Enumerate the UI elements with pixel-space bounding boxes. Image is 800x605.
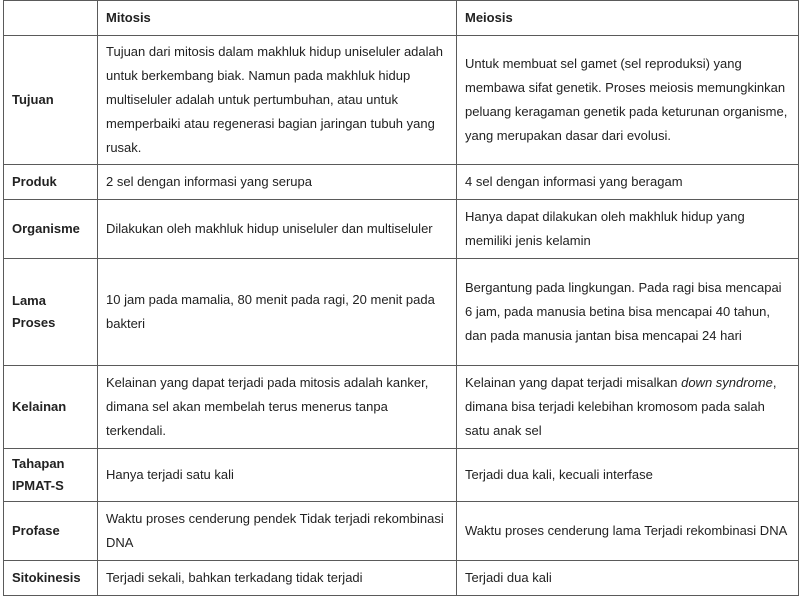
row-label: Tahapan IPMAT-S <box>4 449 98 502</box>
meiosis-text-before: Kelainan yang dapat terjadi misalkan <box>465 375 682 390</box>
header-cell-empty <box>4 1 98 36</box>
mitosis-cell: 2 sel dengan informasi yang serupa <box>98 165 457 200</box>
meiosis-cell: Hanya dapat dilakukan oleh makhluk hidup yang memiliki jenis kelamin <box>457 200 799 259</box>
meiosis-cell <box>457 366 799 449</box>
mitosis-cell: Kelainan yang dapat terjadi pada mitosis adalah kanker, dimana sel akan membelah terus menerus tanpa terkendali. <box>98 366 457 449</box>
table-row <box>4 200 799 259</box>
mitosis-cell: Dilakukan oleh makhluk hidup uniseluler dan multiseluler <box>98 200 457 259</box>
meiosis-cell: Untuk membuat sel gamet (sel reproduksi) yang membawa sifat genetik. Proses meiosis memungkinkan peluang keragaman genetik pada keturunan organisme, yang merupakan dasar dari evolusi. <box>457 36 799 165</box>
row-label: Produk <box>4 165 98 200</box>
table-row <box>4 449 799 502</box>
meiosis-cell: Waktu proses cenderung lama Terjadi rekombinasi DNA <box>457 502 799 561</box>
table-row <box>4 259 799 366</box>
row-label: Organisme <box>4 200 98 259</box>
meiosis-cell: 4 sel dengan informasi yang beragam <box>457 165 799 200</box>
row-label: Kelainan <box>4 366 98 449</box>
table-row <box>4 561 799 596</box>
meiosis-cell: Bergantung pada lingkungan. Pada ragi bisa mencapai 6 jam, pada manusia betina bisa mencapai 40 tahun, dan pada manusia jantan bisa mencapai 24 hari <box>457 259 799 366</box>
meiosis-text-emphasis: down syndrome <box>681 375 773 390</box>
mitosis-cell: Terjadi sekali, bahkan terkadang tidak terjadi <box>98 561 457 596</box>
row-label: Profase <box>4 502 98 561</box>
mitosis-cell: Tujuan dari mitosis dalam makhluk hidup uniseluler adalah untuk berkembang biak. Namun pada makhluk hidup multiseluler adalah untuk pertumbuhan, atau untuk memperbaiki atau regenerasi bagian jaringan tubuh yang rusak. <box>98 36 457 165</box>
mitosis-cell: 10 jam pada mamalia, 80 menit pada ragi, 20 menit pada bakteri <box>98 259 457 366</box>
row-label: Sitokinesis <box>4 561 98 596</box>
meiosis-cell: Terjadi dua kali <box>457 561 799 596</box>
row-label: Tujuan <box>4 36 98 165</box>
meiosis-cell: Terjadi dua kali, kecuali interfase <box>457 449 799 502</box>
table-row <box>4 502 799 561</box>
mitosis-cell: Hanya terjadi satu kali <box>98 449 457 502</box>
header-cell-mitosis: Mitosis <box>98 1 457 36</box>
row-label: Lama Proses <box>4 259 98 366</box>
mitosis-cell: Waktu proses cenderung pendek Tidak terjadi rekombinasi DNA <box>98 502 457 561</box>
header-cell-meiosis: Meiosis <box>457 1 799 36</box>
table-row <box>4 36 799 165</box>
meiosis-text-after: , dimana bisa terjadi kelebihan kromosom pada salah satu anak sel <box>465 375 777 438</box>
header-row <box>4 1 799 36</box>
comparison-table <box>3 0 799 596</box>
table-row <box>4 366 799 449</box>
table-row <box>4 165 799 200</box>
